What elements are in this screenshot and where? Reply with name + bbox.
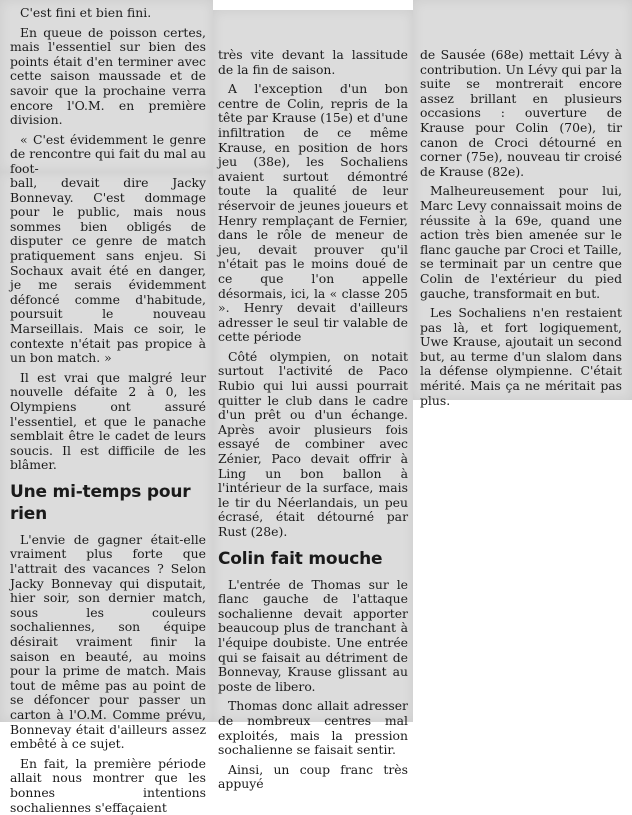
paragraph: Ainsi, un coup franc très appuyé <box>218 761 408 792</box>
paragraph: Il est vrai que malgré leur nouvelle défaite 2 à 0, les Olympiens ont assuré l'essentiel, et que le panache semblait être le cadet de leurs soucis. Il est difficile de les blâmer. <box>10 369 206 473</box>
article-column-3 <box>420 48 622 408</box>
paragraph: Thomas donc allait adresser de nombreux centres mal exploités, mais la pression sochalienne se faisait sentir. <box>218 698 408 758</box>
paragraph: L'entrée de Thomas sur le flanc gauche de l'attaque sochalienne devait apporter beaucoup plus de tranchant à l'équipe doubiste. Une entrée qui se faisait au détriment de Bonnevay, Krause glissant au poste de libero. <box>218 576 408 694</box>
paragraph: En fait, la première période allait nous montrer que les bonnes intentions sochaliennes s'effaçaient <box>10 755 206 815</box>
section-heading: Colin fait mouche <box>218 548 383 569</box>
paragraph: A l'exception d'un bon centre de Colin, repris de la tête par Krause (15e) et d'une infiltration de ce même Krause, en position de hors jeu (38e), les Sochaliens avaient surtout démontré toute la qualité de leur réservoir de jeunes joueurs et Henry remplaçant de Fernier, dans le rôle de meneur de jeu, devait prouver qu'il n'était pas le moins doué de ce que l'on appelle désormais, ici, la « classe 205 ». Henry devait d'ailleurs adresser le seul tir valable de cette période <box>218 81 408 345</box>
article-column-2 <box>218 48 408 792</box>
paragraph: Côté olympien, on notait surtout l'activité de Paco Rubio qui lui aussi pourrait quitter le club dans le cadre d'un prêt ou d'un échange. Après avoir plusieurs fois essayé de combiner avec Zénier, Paco devait offrir à Ling un bon ballon à l'intérieur de la surface, mais le tir du Néerlandais, un peu écrasé, était détourné par Rust (28e). <box>218 348 408 539</box>
paragraph: très vite devant la lassitude de la fin de saison. <box>218 47 408 77</box>
paragraph: Malheureusement pour lui, Marc Levy connaissait moins de réussite à la 69e, quand une action très bien amenée sur le flanc gauche par Croci et Taille, se terminait par un centre que Colin de l'extérieur du pied gauche, transformait en but. <box>420 183 622 301</box>
article-column-1-continued <box>10 176 206 815</box>
paragraph: En queue de poisson certes, mais l'essentiel sur bien des points était d'en terminer avec cette saison maussade et de savoir que la prochaine verra encore l'O.M. en première division. <box>10 24 206 128</box>
paragraph: ball, devait dire Jacky Bonnevay. C'est dommage pour le public, mais nous sommes bien obligés de disputer ce genre de match pratiquement sans enjeu. Si Sochaux avait été en danger, je me serais évidemment défoncé comme d'habitude, poursuit le nouveau Marseillais. Mais ce soir, le contexte n'était pas propice à un bon match. » <box>10 175 206 366</box>
paragraph: de Sausée (68e) mettait Lévy à contribution. Un Lévy qui par la suite se montrerait encore assez brillant en plusieurs occasions : ouverture de Krause pour Colin (70e), tir canon de Croci détourné en corner (75e), nouveau tir croisé de Krause (82e). <box>420 47 622 179</box>
section-heading: Une mi-temps pour rien <box>10 481 191 524</box>
paragraph: C'est fini et bien fini. <box>20 5 152 20</box>
paragraph: « C'est évidemment le genre de rencontre qui fait du mal au foot- <box>10 131 206 176</box>
paragraph: Les Sochaliens n'en restaient pas là, et fort logiquement, Uwe Krause, ajoutait un second but, au terme d'un slalom dans la défense olympienne. C'était mérité. Mais ça ne méritait pas plus. <box>420 305 622 408</box>
paragraph: L'envie de gagner était-elle vraiment plus forte que l'attrait des vacances ? Selon Jacky Bonnevay qui disputait, hier soir, son dernier match, sous les couleurs sochaliennes, son équipe désirait vraiment finir la saison en beauté, au moins pour la prime de match. Mais tout de même pas au point de se défoncer pour passer un carton à l'O.M. Comme prévu, Bonnevay était d'ailleurs assez embêté à ce sujet. <box>10 531 206 752</box>
article-column-1 <box>10 6 206 177</box>
